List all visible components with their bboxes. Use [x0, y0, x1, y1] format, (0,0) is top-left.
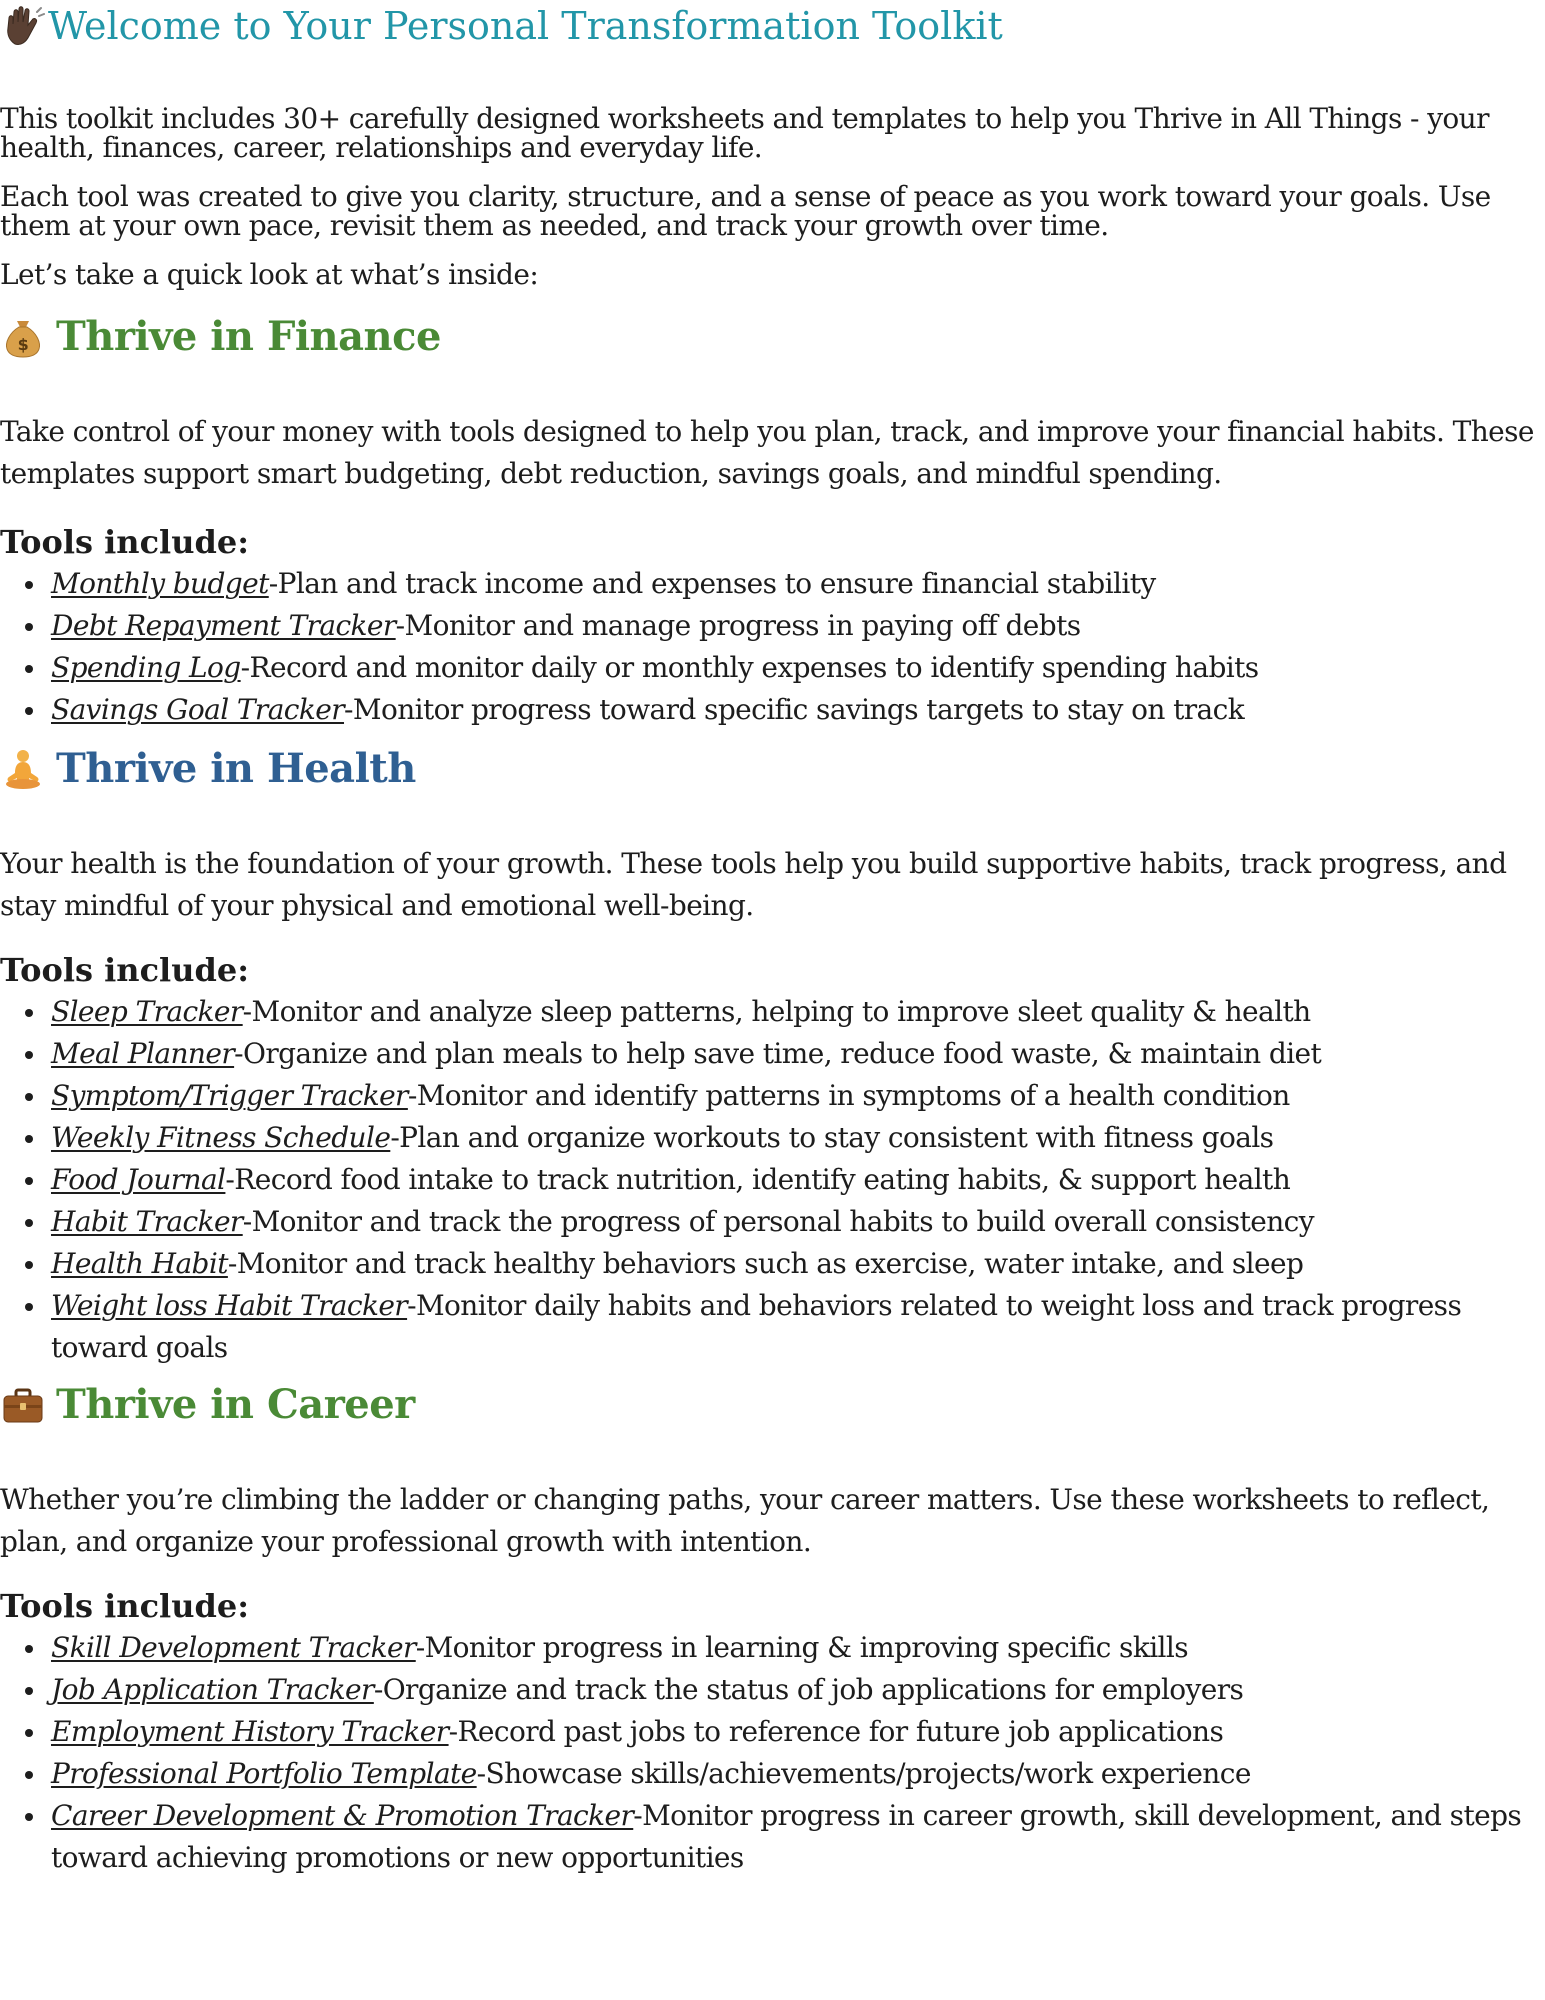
list-item-description: -Monitor daily habits and behaviors related to weight loss and track progress toward goals — [51, 1289, 1462, 1364]
list-item — [51, 1627, 1545, 1669]
career-section — [0, 1377, 1545, 1879]
list-item — [51, 1285, 1545, 1369]
finance-heading — [0, 309, 1545, 365]
finance-section — [0, 309, 1545, 731]
sleep-tracker-link[interactable]: Sleep Tracker — [51, 995, 243, 1028]
list-item — [51, 1669, 1545, 1711]
intro — [0, 104, 1545, 289]
spending-log-link[interactable]: Spending Log — [51, 651, 241, 684]
list-item — [51, 1201, 1545, 1243]
list-item-description: -Showcase skills/achievements/projects/work experience — [476, 1757, 1251, 1790]
page-title-text: Welcome to Your Personal Transformation Toolkit — [48, 4, 1003, 48]
intro-paragraph-1: This toolkit includes 30+ carefully designed worksheets and templates to help you Thrive in All Things - your health, finances, career, relationships and everyday life. — [0, 102, 1489, 164]
list-item — [51, 1753, 1545, 1795]
health-tools-label: Tools include: — [0, 951, 250, 989]
list-item — [51, 1159, 1545, 1201]
finance-description: Take control of your money with tools designed to help you plan, track, and improve your financial habits. These templates support smart budgeting, debt reduction, savings goals, and mindful spending. — [0, 415, 1534, 490]
briefcase-icon — [0, 1382, 46, 1428]
list-item — [51, 1075, 1545, 1117]
list-item-description: -Record food intake to track nutrition, identify eating habits, & support health — [225, 1163, 1291, 1196]
health-heading — [0, 741, 1545, 797]
list-item — [51, 1033, 1545, 1075]
career-heading-text: Thrive in Career — [56, 1381, 415, 1428]
monthly-budget-link[interactable]: Monthly budget — [51, 567, 269, 600]
list-item-description: -Monitor and track the progress of personal habits to build overall consistency — [242, 1205, 1314, 1238]
food-journal-link[interactable]: Food Journal — [51, 1163, 226, 1196]
list-item-description: -Monitor progress toward specific savings targets to stay on track — [344, 693, 1245, 726]
list-item-description: -Monitor and track healthy behaviors such as exercise, water intake, and sleep — [227, 1247, 1304, 1280]
health-habit-link[interactable]: Health Habit — [51, 1247, 228, 1280]
list-item-description: -Monitor progress in career growth, skill development, and steps toward achieving promotions or new opportunities — [51, 1799, 1522, 1874]
list-item — [51, 563, 1545, 605]
habit-tracker-link[interactable]: Habit Tracker — [51, 1205, 243, 1238]
list-item — [51, 1711, 1545, 1753]
health-section — [0, 741, 1545, 1369]
intro-paragraph-3: Let’s take a quick look at what’s inside: — [0, 258, 539, 291]
career-tools-label: Tools include: — [0, 1587, 250, 1625]
list-item — [51, 1117, 1545, 1159]
debt-repayment-tracker-link[interactable]: Debt Repayment Tracker — [51, 609, 396, 642]
list-item-description: -Organize and plan meals to help save time, reduce food waste, & maintain diet — [234, 1037, 1322, 1070]
money-bag-icon — [0, 314, 46, 360]
skill-development-tracker-link[interactable]: Skill Development Tracker — [51, 1631, 416, 1664]
health-description: Your health is the foundation of your growth. These tools help you build supportive habits, track progress, and stay mindful of your physical and emotional well-being. — [0, 847, 1507, 922]
employment-history-tracker-link[interactable]: Employment History Tracker — [51, 1715, 449, 1748]
career-description: Whether you’re climbing the ladder or changing paths, your career matters. Use these worksheets to reflect, plan, and organize your professional growth with intention. — [0, 1483, 1490, 1558]
weekly-fitness-schedule-link[interactable]: Weekly Fitness Schedule — [51, 1121, 391, 1154]
professional-portfolio-template-link[interactable]: Professional Portfolio Template — [51, 1757, 477, 1790]
weight-loss-habit-tracker-link[interactable]: Weight loss Habit Tracker — [51, 1289, 408, 1322]
list-item — [51, 1795, 1545, 1879]
health-tools-list — [0, 991, 1545, 1369]
list-item-description: -Record and monitor daily or monthly expenses to identify spending habits — [240, 651, 1259, 684]
list-item-description: -Monitor and identify patterns in symptoms of a health condition — [407, 1079, 1290, 1112]
intro-paragraph-2: Each tool was created to give you clarity, structure, and a sense of peace as you work toward your goals. Use them at your own pace, revisit them as needed, and track your growth over time. — [0, 180, 1491, 242]
health-heading-text: Thrive in Health — [56, 745, 416, 792]
list-item — [51, 1243, 1545, 1285]
career-heading — [0, 1377, 1545, 1433]
meal-planner-link[interactable]: Meal Planner — [51, 1037, 235, 1070]
symptom-trigger-tracker-link[interactable]: Symptom/Trigger Tracker — [51, 1079, 408, 1112]
list-item-description: -Monitor and manage progress in paying off debts — [395, 609, 1081, 642]
svg-text:$: $ — [17, 335, 29, 354]
finance-tools-list — [0, 563, 1545, 731]
list-item — [51, 689, 1545, 731]
list-item-description: -Record past jobs to reference for future job applications — [448, 1715, 1224, 1748]
job-application-tracker-link[interactable]: Job Application Tracker — [51, 1673, 374, 1706]
savings-goal-tracker-link[interactable]: Savings Goal Tracker — [51, 693, 345, 726]
list-item — [51, 991, 1545, 1033]
page-title — [0, 0, 1545, 50]
finance-heading-text: Thrive in Finance — [56, 313, 441, 360]
meditation-icon — [0, 746, 46, 792]
career-development-promotion-tracker-link[interactable]: Career Development & Promotion Tracker — [51, 1799, 634, 1832]
list-item-description: -Monitor progress in learning & improving specific skills — [415, 1631, 1189, 1664]
waving-hand-icon — [0, 3, 46, 49]
list-item-description: -Organize and track the status of job applications for employers — [373, 1673, 1244, 1706]
list-item — [51, 605, 1545, 647]
list-item — [51, 647, 1545, 689]
list-item-description: -Plan and organize workouts to stay consistent with fitness goals — [390, 1121, 1274, 1154]
finance-tools-label: Tools include: — [0, 523, 250, 561]
list-item-description: -Monitor and analyze sleep patterns, helping to improve sleet quality & health — [242, 995, 1311, 1028]
career-tools-list — [0, 1627, 1545, 1879]
list-item-description: -Plan and track income and expenses to ensure financial stability — [268, 567, 1156, 600]
